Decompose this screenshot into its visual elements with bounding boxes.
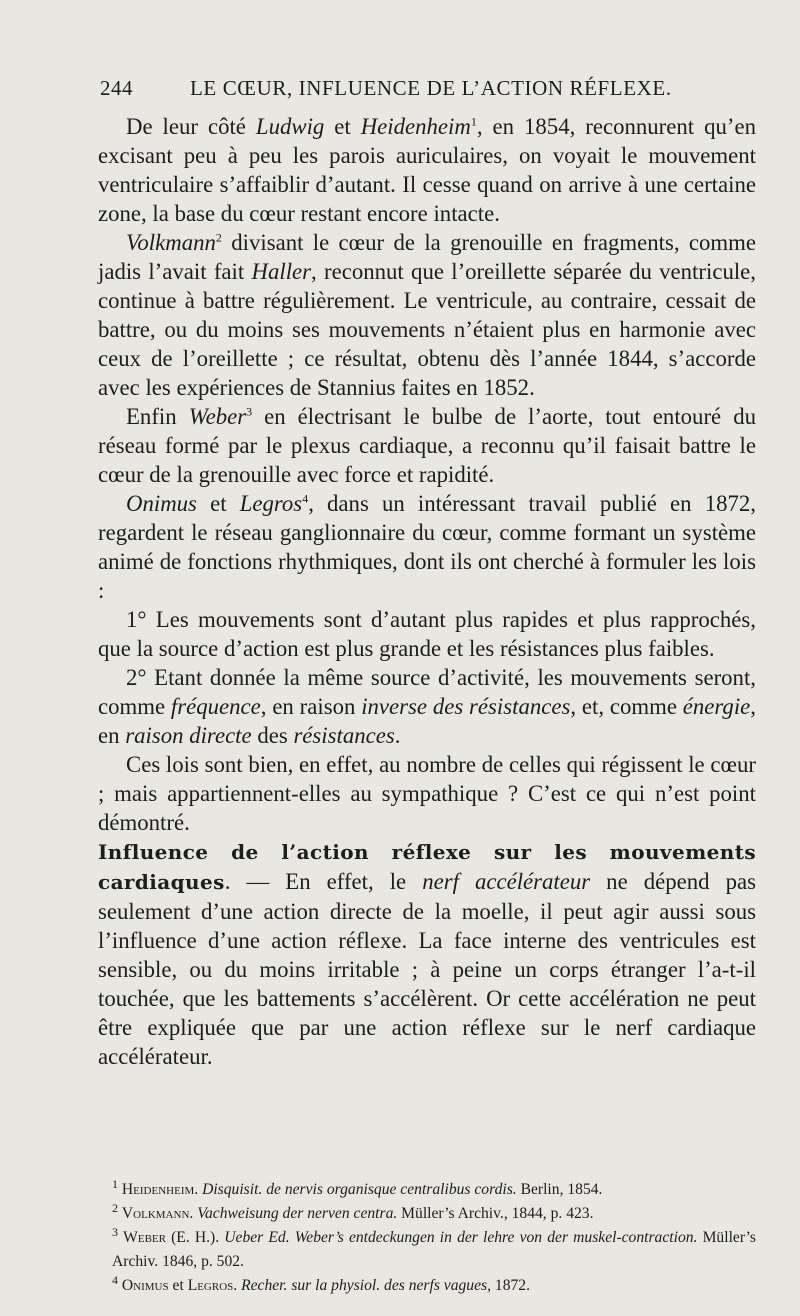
footnote-ref-4: 4 [302,491,309,506]
paragraph-3: Enfin Weber$^3$ en électrisant le bulbe de l’aorte, tout entouré du réseau formé par le plexus cardiaque, a reconnu qu’il faisait battre le cœur de la grenouille avec force et rapidité. [98,404,756,487]
paragraph-7: Ces lois sont bien, en effet, au nombre de celles qui régissent le cœur ; mais appartiennent-elles au sympathique ? C’est ce qui n’est point démontré. [98,752,756,835]
paragraph-4: Onimus et Legros$^4$, dans un intéressant travail publié en 1872, regardent le réseau ganglionnaire du cœur, comme formant un système animé de fonctions rhythmiques, dont ils ont cherché à formuler les lois : [98,491,756,603]
footnote-1: $^1$ Heidenheim. Disquisit. de nervis organisque centralibus cordis. Berlin, 1854. [112,1176,603,1198]
section-heading: Influence de l’action réflexe sur les mouvements cardiaques [98,840,756,894]
section-influence-reflexe: Influence de l’action réflexe sur les mouvements cardiaques. — En effet, le nerf accélérateur ne dépend pas seulement d’une action directe de la moelle, il peut agir aussi sous l’influence d’une action réflexe. La face interne des ventricules est sensible, ou du moins irritable ; à peine un corps étranger l’a-t-il touchée, que les battements s’accélèrent. Or cette accélération ne peut être expliquée que par une action réflexe sur le nerf cardiaque accélérateur. [98,840,756,1069]
footnote-ref-3: 3 [246,404,253,419]
running-header [100,76,678,102]
footnote-2: $^2$ Volkmann. Vachweisung der nerven centra. Müller’s Archiv., 1844, p. 423. [112,1200,594,1222]
footnote-4: $^4$ Onimus et Legros. Recher. sur la physiol. des nerfs vagues, 1872. [112,1272,530,1294]
footnote-3: $^3$ Weber (E. H.). Ueber Ed. Weber’s entdeckungen in der lehre von der muskel-contraction. Müller’s Archiv. 1846, p. 502. [112,1224,756,1270]
paragraph-1: De leur côté Ludwig et Heidenheim$^1$, en 1854, reconnurent qu’en excisant peu à peu les parois auriculaires, on voyait le mouvement ventriculaire s’affaiblir d’autant. Il cesse quand on arrive à une certaine zone, la base du cœur restant encore intacte. [98,114,756,226]
paragraph-2: Volkmann$^2$ divisant le cœur de la grenouille en fragments, comme jadis l’avait fait Haller, reconnut que l’oreillette séparée du ventricule, continue à battre régulièrement. Le ventricule, au contraire, cessait de battre, ou du moins ses mouvements n’étaient plus en harmonie avec ceux de l’oreillette ; ce résultat, obtenu dès l’année 1844, s’accorde avec les expériences de Stannius faites en 1852. [98,230,756,400]
page-number: 244 [100,76,133,100]
main-text [98,112,756,1071]
running-title: LE CŒUR, INFLUENCE DE L’ACTION RÉFLEXE. [190,76,672,100]
footnote-ref-1: 1 [470,114,477,129]
footnote-ref-2: 2 [215,230,222,245]
law-2: 2° Etant donnée la même source d’activité, les mouvements seront, comme fréquence, en raison inverse des résistances, et, comme énergie, en raison directe des résistances. [98,665,756,748]
law-1: 1° Les mouvements sont d’autant plus rapides et plus rapprochés, que la source d’action est plus grande et les résistances plus faibles. [98,607,756,661]
footnotes [98,1178,756,1298]
